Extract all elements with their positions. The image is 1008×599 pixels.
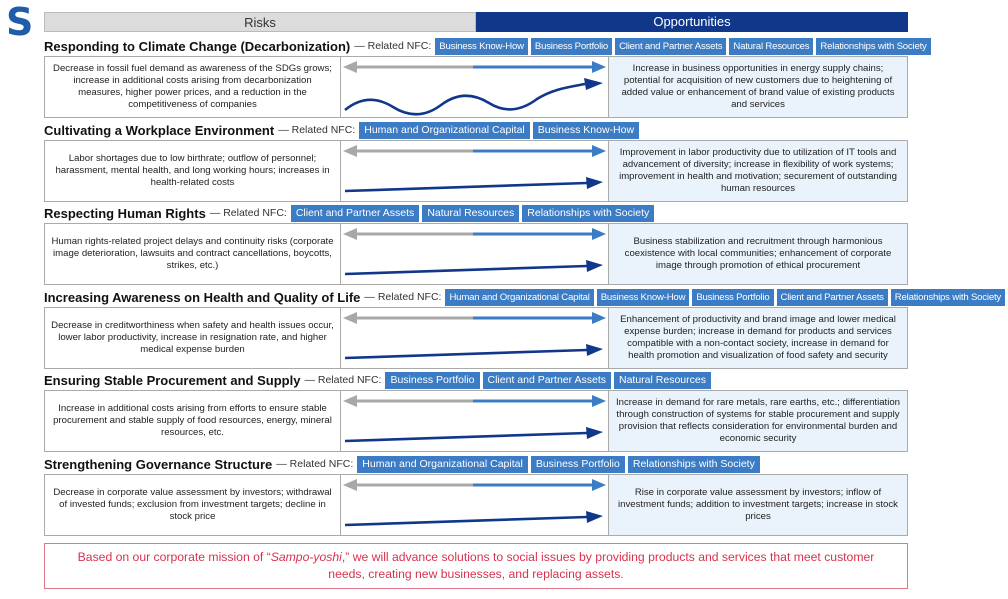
nfc-tag: Relationships with Society	[522, 205, 654, 222]
nfc-tag: Client and Partner Assets	[777, 289, 888, 306]
nfc-tag: Business Portfolio	[385, 372, 479, 389]
section-title-row	[44, 455, 763, 473]
section-title-row	[44, 204, 657, 222]
related-nfc-label: — Related NFC:	[304, 374, 382, 386]
opportunity-box: Enhancement of productivity and brand image and lower medical expense burden; increase in demand for products and services compatible with a non-contact society, increase in demand for health promotion and visualization of food safety and security	[608, 307, 908, 369]
nfc-tag: Relationships with Society	[816, 38, 930, 55]
related-nfc-label: — Related NFC:	[364, 291, 442, 303]
mission-statement	[44, 543, 908, 589]
section-title: Increasing Awareness on Health and Quality of Life	[44, 289, 361, 305]
nfc-tag: Business Portfolio	[531, 38, 612, 55]
related-nfc-label: — Related NFC:	[278, 124, 356, 136]
nfc-tag: Client and Partner Assets	[291, 205, 419, 222]
section-title-row	[44, 121, 642, 139]
risk-opportunity-row	[44, 140, 908, 204]
section-letter-logo: S	[6, 0, 34, 44]
nfc-tag: Business Know-How	[533, 122, 639, 139]
risk-box: Labor shortages due to low birthrate; outflow of personnel; harassment, mental health, and long working hours; increases in health-related costs	[44, 140, 341, 202]
arrow-panel	[341, 390, 608, 452]
nfc-tag: Human and Organizational Capital	[445, 289, 593, 306]
opportunity-box: Increase in business opportunities in energy supply chains; potential for acquisition of new customers due to heightening of added value or enhancement of brand value of existing products and services	[608, 56, 908, 118]
arrow-panel	[341, 307, 608, 369]
arrows-graphic	[341, 224, 608, 286]
nfc-tag: Natural Resources	[422, 205, 519, 222]
section-title-row	[44, 37, 934, 55]
section-title: Responding to Climate Change (Decarbonization)	[44, 38, 351, 54]
risk-box: Decrease in fossil fuel demand as awareness of the SDGs grows; increase in additional costs arising from decarbonization measures, higher power prices, and a reduction in the competitiveness of companies	[44, 56, 341, 118]
nfc-tag: Business Portfolio	[531, 456, 625, 473]
arrows-graphic	[341, 141, 608, 203]
nfc-tag: Relationships with Society	[891, 289, 1005, 306]
risk-box: Decrease in corporate value assessment by investors; withdrawal of invested funds; exclusion from investment targets; decline in stock price	[44, 474, 341, 536]
nfc-tag: Human and Organizational Capital	[357, 456, 528, 473]
risk-opportunity-row	[44, 390, 908, 454]
section-title: Cultivating a Workplace Environment	[44, 122, 275, 138]
nfc-tag: Natural Resources	[614, 372, 711, 389]
section-title: Respecting Human Rights	[44, 205, 206, 221]
risk-opportunity-row	[44, 223, 908, 287]
opportunity-box: Improvement in labor productivity due to utilization of IT tools and advancement of diversity; increase in flexibility of work systems; improvement in health and motivation; securement of outstanding human resources	[608, 140, 908, 202]
nfc-tag: Natural Resources	[729, 38, 813, 55]
related-nfc-label: — Related NFC:	[276, 458, 354, 470]
arrow-panel	[341, 223, 608, 285]
nfc-tag: Business Know-How	[435, 38, 528, 55]
nfc-tag: Human and Organizational Capital	[359, 122, 530, 139]
related-nfc-label: — Related NFC:	[354, 40, 432, 52]
nfc-tag: Business Portfolio	[692, 289, 773, 306]
section-title: Ensuring Stable Procurement and Supply	[44, 372, 301, 388]
arrow-panel	[341, 474, 608, 536]
arrow-panel	[341, 140, 608, 202]
risk-box: Human rights-related project delays and continuity risks (corporate image deterioration, lawsuits and contract cancellations, boycotts, strikes, etc.)	[44, 223, 341, 285]
risk-opportunity-row	[44, 307, 908, 371]
nfc-tag: Business Know-How	[597, 289, 690, 306]
risk-opportunity-row	[44, 56, 908, 120]
opportunity-box: Business stabilization and recruitment through harmonious coexistence with local communities; enhancement of corporate image through promotion of ethical procurement	[608, 223, 908, 285]
opportunity-box: Increase in demand for rare metals, rare earths, etc.; differentiation through construction of systems for stable procurement and supply provision that reflects consideration for environmental burden and economic security	[608, 390, 908, 452]
opportunities-header: Opportunities	[476, 12, 908, 32]
opportunity-box: Rise in corporate value assessment by investors; inflow of investment funds; addition to investment targets; increase in stock prices	[608, 474, 908, 536]
nfc-tag: Relationships with Society	[628, 456, 760, 473]
mission-text: Based on our corporate mission of “Sampo-yoshi,” we will advance solutions to social issues by providing products and services that meet customer needs, creating new businesses, and replacing assets.	[77, 550, 875, 581]
arrows-graphic	[341, 391, 608, 453]
risk-box: Increase in additional costs arising from efforts to ensure stable procurement and stable supply of food resources, energy, mineral resources, etc.	[44, 390, 341, 452]
arrow-panel	[341, 56, 608, 118]
section-title-row	[44, 288, 1008, 306]
risk-box: Decrease in creditworthiness when safety and health issues occur, lower labor productivity, increase in resignation rate, and higher medical expense burden	[44, 307, 341, 369]
arrows-graphic	[341, 475, 608, 537]
nfc-tag: Client and Partner Assets	[483, 372, 611, 389]
arrows-graphic	[341, 57, 608, 119]
section-title-row	[44, 371, 714, 389]
risks-header: Risks	[44, 12, 476, 32]
arrows-graphic	[341, 308, 608, 370]
risk-opportunity-row	[44, 474, 908, 538]
related-nfc-label: — Related NFC:	[209, 207, 287, 219]
section-title: Strengthening Governance Structure	[44, 456, 273, 472]
nfc-tag: Client and Partner Assets	[615, 38, 726, 55]
